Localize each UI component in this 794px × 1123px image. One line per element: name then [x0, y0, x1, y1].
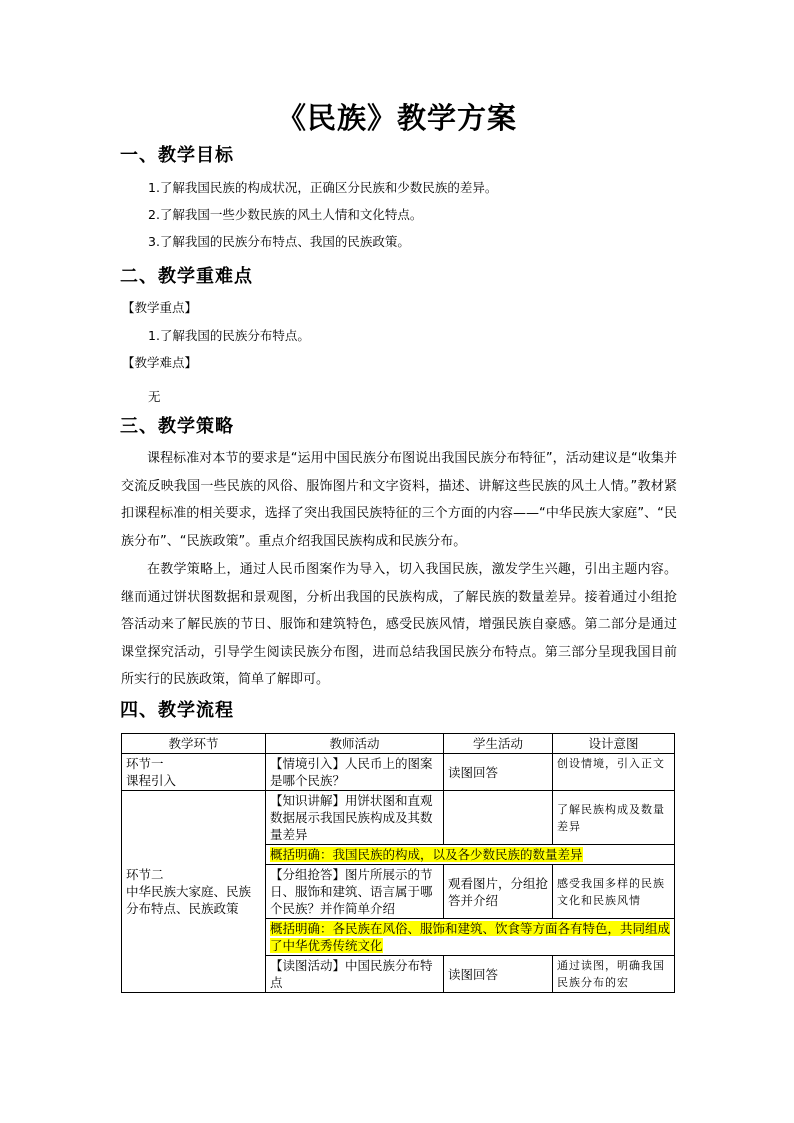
- section-heading-objectives: 一、教学目标: [120, 145, 234, 166]
- summary-highlight: 概括明确：各民族在风俗、服饰和建筑、饮食等方面各有特色，共同组成了中华优秀传统文化: [270, 921, 671, 953]
- stage-topic: 课程引入: [126, 773, 177, 788]
- difficulty-label: 【教学难点】: [122, 355, 198, 370]
- teacher-activity-cell: 【分组抢答】图片所展示的节日、服饰和建筑、语言属于哪个民族？并作简单介绍: [266, 865, 444, 919]
- student-activity-cell: 观看图片，分组抢答并介绍: [444, 865, 553, 919]
- table-header-row: [122, 734, 675, 754]
- stage-topic: 中华民族大家庭、民族分布特点、民族政策: [126, 884, 252, 916]
- summary-highlight: 概括明确：我国民族的构成，以及各少数民族的数量差异: [270, 847, 583, 862]
- column-header: 学生活动: [444, 734, 553, 754]
- objective-item: 2.了解我国一些少数民族的风土人情和文化特点。: [148, 207, 423, 222]
- section-heading-strategy: 三、教学策略: [120, 416, 234, 437]
- teacher-activity-cell: 【情境引入】人民币上的图案是哪个民族？: [266, 754, 444, 791]
- student-activity-cell: 读图回答: [444, 956, 553, 993]
- section-heading-process: 四、教学流程: [120, 700, 234, 721]
- teacher-activity-cell: 【知识讲解】用饼状图和直观数据展示我国民族构成及其数量差异: [266, 791, 444, 845]
- design-intent-cell: 创设情境，引入正文: [553, 754, 675, 791]
- strategy-paragraph-1: 课程标准对本节的要求是“运用中国民族分布图说出我国民族分布特征”，活动建议是“收集并交流反映我国一些民族的风俗、服饰图片和文字资料，描述、讲解这些民族的风土人情。”教材紧扣课程标准的相关要求，选择了突出我国民族特征的三个方面的内容——“中华民族大家庭”、“民族分布”、“民族政策”。重点介绍我国民族构成和民族分布。: [121, 451, 677, 549]
- stage-cell: [122, 791, 266, 993]
- strategy-paragraph-2: 在教学策略上，通过人民币图案作为导入，切入我国民族，激发学生兴趣，引出主题内容。继而通过饼状图数据和景观图，分析出我国的民族构成，了解民族的数量差异。接着通过小组抢答活动来了解民族的节日、服饰和建筑特色，感受民族风情，增强民族自豪感。第二部分是通过课堂探究活动，引导学生阅读民族分布图，进而总结我国民族分布特点。第三部分呈现我国目前所实行的民族政策，简单了解即可。: [121, 562, 677, 688]
- difficulty-item: 无: [148, 389, 161, 404]
- design-intent-cell: 通过读图，明确我国民族分布的宏: [553, 956, 675, 993]
- objective-item: 3.了解我国的民族分布特点、我国的民族政策。: [148, 234, 410, 249]
- column-header: 设计意图: [553, 734, 675, 754]
- key-point-label: 【教学重点】: [122, 300, 198, 315]
- student-activity-cell: 读图回答: [444, 754, 553, 791]
- key-point-item: 1.了解我国的民族分布特点。: [148, 328, 310, 343]
- teacher-activity-cell: 【读图活动】中国民族分布特点: [266, 956, 444, 993]
- design-intent-cell: 了解民族构成及数量差异: [553, 791, 675, 845]
- column-header: 教师活动: [266, 734, 444, 754]
- stage-cell: [122, 754, 266, 791]
- table-row: [122, 754, 675, 791]
- design-intent-cell: 感受我国多样的民族文化和民族风情: [553, 865, 675, 919]
- document-title: 《民族》教学方案: [276, 101, 517, 135]
- summary-cell: [266, 919, 675, 956]
- section-heading-key-points: 二、教学重难点: [120, 266, 253, 287]
- stage-name: 环节一: [126, 756, 164, 771]
- process-table: [121, 733, 675, 993]
- objective-item: 1.了解我国民族的构成状况，正确区分民族和少数民族的差异。: [148, 180, 498, 195]
- summary-cell: [266, 845, 675, 865]
- column-header: 教学环节: [122, 734, 266, 754]
- student-activity-cell: [444, 791, 553, 845]
- stage-name: 环节二: [126, 867, 164, 882]
- table-row: [122, 791, 675, 845]
